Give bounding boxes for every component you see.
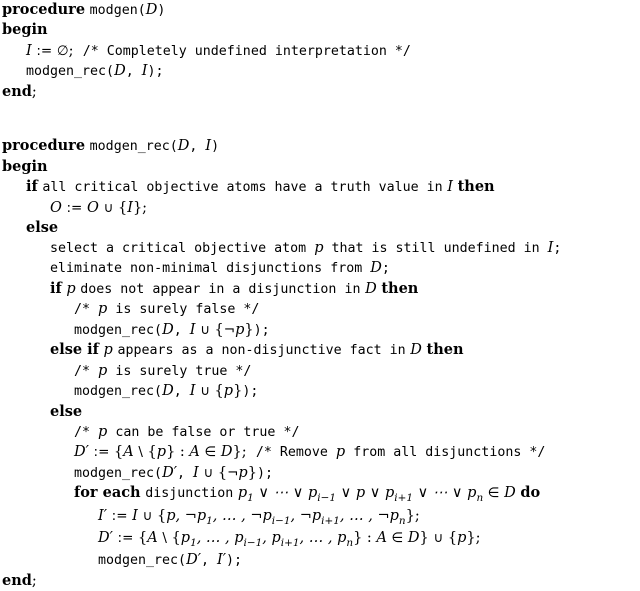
call-rec-neg-p-sep: , bbox=[173, 322, 190, 338]
proc1-param-d: D bbox=[145, 2, 158, 18]
else-if-keyword: else if bbox=[50, 341, 99, 359]
call-rec-dprime-negp-name: modgen_rec( bbox=[74, 465, 163, 481]
proc2-if-all-critical bbox=[2, 177, 640, 197]
var-i-2: I bbox=[127, 199, 133, 216]
arg-sep: , bbox=[125, 64, 142, 80]
comment-p-either-text-1: /* bbox=[74, 424, 99, 440]
comment-p-false-text-2: is surely false */ bbox=[107, 302, 260, 318]
eliminate-text-2: ; bbox=[381, 261, 390, 277]
then-keyword-3: then bbox=[426, 341, 464, 359]
set-d-prime-2: D bbox=[162, 464, 174, 481]
comment-p-true-text-2: is surely true */ bbox=[107, 363, 252, 379]
atom-p-8: p bbox=[98, 423, 108, 440]
then-keyword-1: then bbox=[457, 178, 495, 196]
elem-1: ∈ bbox=[204, 444, 217, 461]
atom-p-3: p bbox=[98, 301, 108, 318]
if-keyword-2: if bbox=[50, 279, 62, 297]
union-symbol-4: ∪ bbox=[203, 464, 214, 481]
var-i-prime-2: I′ bbox=[217, 552, 227, 569]
proc2-params-open: ( bbox=[169, 139, 178, 155]
cond-var-i: I bbox=[447, 179, 453, 196]
cond-nondisjunctive-text: appears as a non-disjunctive fact in bbox=[117, 343, 406, 359]
proc1-keyword: procedure bbox=[2, 1, 86, 18]
else-keyword-2: else bbox=[50, 402, 83, 420]
proc2-header bbox=[2, 136, 640, 156]
var-i-7: I bbox=[132, 507, 138, 524]
proc2-param-d: D bbox=[177, 138, 190, 155]
proc2-name: modgen_rec bbox=[89, 139, 170, 155]
call-rec-neg-p-close: ); bbox=[253, 322, 270, 338]
var-i: I bbox=[26, 42, 32, 59]
proc1-end-semicolon: ; bbox=[31, 83, 37, 100]
proc2-end bbox=[2, 571, 640, 591]
proc2-else-2 bbox=[2, 402, 640, 422]
cond-not-appear-text: does not appear in a disjunction in bbox=[80, 281, 361, 297]
set-o-2: O bbox=[86, 199, 99, 216]
stmt-add-to-O: O := O ∪ {I}; bbox=[50, 199, 148, 216]
set-d-8: D bbox=[407, 529, 420, 546]
iprime-terms: p, $\neg p_1$, … , $\neg p_{i-1}$, $\neg p_{i+1}$, … , $\neg p_n$ bbox=[166, 507, 406, 527]
eliminate-text-1: eliminate non-minimal disjunctions from bbox=[50, 261, 371, 277]
comment-remove-p-2: from all disjunctions */ bbox=[345, 445, 546, 461]
set-a-2: A bbox=[189, 444, 200, 461]
do-keyword: do bbox=[520, 484, 541, 502]
spacer-2 bbox=[2, 119, 640, 136]
setminus-1: \ bbox=[138, 444, 143, 461]
union-symbol-6: ∪ bbox=[433, 529, 444, 546]
comment-p-false-text-1: /* bbox=[74, 302, 99, 318]
atom-p-12: p bbox=[457, 529, 467, 546]
prime-3: ′ bbox=[109, 529, 113, 546]
stmt-i-prime: I′ := I ∪ {p, $\neg p_1$, … , $\neg p_{i-1}$, $\neg p_{i+1}$, … , $\neg p_n$}; bbox=[98, 507, 420, 527]
proc2-keyword: procedure bbox=[2, 137, 86, 155]
proc1-line-init: I := ∅; /* Completely undefined interpretation */ bbox=[26, 42, 411, 59]
proc1-begin-label: begin bbox=[2, 21, 48, 39]
set-d-1: D bbox=[370, 260, 382, 277]
call-rec-neg-p: modgen_rec(D, I ∪ {¬p}); bbox=[74, 321, 270, 338]
call-rec-p-name: modgen_rec( bbox=[74, 384, 163, 400]
stmt-d-prime-2: D′ := {A \ {$p_1$, … , $p_{i-1}$, $p_{i+1}$, … , $p_n$} : A ∈ D} ∪ {p}; bbox=[98, 529, 481, 549]
atom-p-1: p bbox=[314, 239, 324, 256]
call-rec-dprime-negp-close: ); bbox=[256, 465, 273, 481]
dprime-terms: $p_1$, … , $p_{i-1}$, $p_{i+1}$, … , $p_n$ bbox=[180, 529, 354, 549]
set-d-4: D bbox=[410, 342, 422, 359]
set-d-prime-4: D bbox=[186, 552, 198, 569]
var-i-6: I bbox=[193, 464, 199, 481]
comment-p-false bbox=[2, 299, 640, 319]
arg-i: I bbox=[141, 63, 148, 80]
set-a-1: A bbox=[123, 444, 134, 461]
atom-p-5: p bbox=[103, 342, 113, 359]
setminus-2: \ bbox=[162, 529, 167, 546]
proc2-begin bbox=[2, 157, 640, 177]
foreach-noun: disjunction bbox=[145, 486, 234, 502]
atom-p-11: p bbox=[238, 464, 248, 481]
atom-p-7: p bbox=[223, 383, 234, 400]
set-d-3: D bbox=[162, 321, 174, 338]
call-rec-dprime-iprime-close: ); bbox=[226, 553, 243, 569]
call-rec-p-close: ); bbox=[242, 384, 259, 400]
call-rec-p-sep: , bbox=[173, 384, 190, 400]
atom-p-9: p bbox=[156, 444, 167, 461]
proc1-header bbox=[2, 0, 640, 20]
neg-symbol-1: ¬ bbox=[223, 321, 236, 338]
proc1-end bbox=[2, 82, 640, 102]
call-close: ); bbox=[147, 64, 164, 80]
proc1-line-call bbox=[2, 61, 640, 81]
var-i-prime-1: I′ bbox=[98, 507, 108, 524]
set-d-2: D bbox=[365, 280, 377, 297]
var-i-4: I bbox=[189, 321, 196, 338]
comment-p-either-text-2: can be false or true */ bbox=[107, 424, 300, 440]
if-keyword: if bbox=[26, 178, 38, 196]
comment-remove-p-1: /* Remove bbox=[255, 445, 336, 461]
foreach-disjunction bbox=[2, 483, 640, 505]
set-d-7: D bbox=[504, 485, 516, 502]
proc2-begin-label: begin bbox=[2, 157, 48, 175]
spacer-1 bbox=[2, 102, 640, 119]
proc2-else-1 bbox=[2, 218, 640, 238]
proc1-params-close: ) bbox=[157, 3, 166, 18]
then-keyword-2: then bbox=[381, 279, 419, 297]
proc2-end-semicolon: ; bbox=[31, 572, 37, 589]
stmt-eliminate bbox=[2, 258, 640, 278]
stmt-d-prime: D′ := {A \ {p} : A ∈ D}; /* Remove p from all disjunctions */ bbox=[74, 444, 546, 461]
select-text-2: that is still undefined in bbox=[323, 240, 548, 256]
proc2-params-close: ) bbox=[211, 139, 220, 155]
union-symbol-2: ∪ bbox=[200, 321, 210, 338]
proc2-end-label: end bbox=[2, 571, 32, 589]
prime-4: ′ bbox=[197, 552, 201, 569]
foreach-keyword: for each bbox=[74, 484, 141, 502]
elem-2: ∈ bbox=[487, 485, 500, 502]
set-d-prime-3: D bbox=[98, 529, 110, 546]
proc1-end-label: end bbox=[2, 82, 32, 100]
assign-op: := bbox=[36, 42, 53, 59]
arg-d: D bbox=[114, 63, 126, 80]
assign-op-3: := bbox=[93, 444, 110, 461]
call-modgen-rec-name: modgen_rec( bbox=[26, 64, 115, 80]
if-p-not-appear bbox=[2, 279, 640, 299]
set-a-4: A bbox=[376, 529, 387, 546]
prime-2: ′ bbox=[173, 464, 177, 481]
comment-p-true bbox=[2, 361, 640, 381]
atom-p-2: p bbox=[66, 280, 76, 297]
set-o: O bbox=[50, 199, 62, 216]
call-rec-p: modgen_rec(D, I ∪ {p}); bbox=[74, 383, 259, 400]
neg-symbol-2: ¬ bbox=[227, 464, 239, 481]
union-symbol-3: ∪ bbox=[200, 383, 210, 400]
assign-op-5: := bbox=[117, 529, 134, 546]
cond-all-critical-text: all critical objective atoms have a truth value in bbox=[42, 180, 443, 196]
proc2-param-i: I bbox=[205, 138, 212, 155]
elem-3: ∈ bbox=[391, 529, 404, 546]
else-if-p-nondisjunctive bbox=[2, 340, 640, 360]
atom-p-10: p bbox=[335, 444, 346, 461]
union-symbol: ∪ bbox=[103, 199, 114, 216]
var-i-3: I bbox=[547, 239, 554, 256]
atom-p-4: p bbox=[235, 321, 245, 338]
set-d-6: D bbox=[220, 444, 233, 461]
disj-terms: $p_1$ ∨ ⋯ ∨ $p_{i-1}$ ∨ p ∨ $p_{i+1}$ ∨ ⋯ ∨ $p_n$ bbox=[237, 485, 484, 505]
proc1-name: modgen bbox=[89, 3, 138, 18]
comment-p-either bbox=[2, 422, 640, 442]
union-symbol-5: ∪ bbox=[142, 507, 153, 524]
select-text-1: select a critical objective atom bbox=[50, 240, 315, 256]
proc1-begin bbox=[2, 20, 640, 40]
proc2-param-sep: , bbox=[189, 139, 206, 155]
select-text-3: ; bbox=[553, 240, 562, 256]
comment-completely-undefined: /* Completely undefined interpretation */ bbox=[82, 43, 411, 59]
assign-op-4: := bbox=[111, 507, 128, 524]
call-rec-dprime-negp: modgen_rec(D′, I ∪ {¬p}); bbox=[74, 464, 273, 481]
set-d-prime-1: D bbox=[74, 444, 86, 461]
call-rec-dprime-iprime-sep: , bbox=[201, 553, 218, 569]
prime-1: ′ bbox=[85, 444, 89, 461]
call-rec-dprime-iprime bbox=[2, 550, 640, 570]
call-rec-dprime-iprime-name: modgen_rec( bbox=[98, 553, 187, 569]
set-a-3: A bbox=[147, 529, 158, 546]
else-keyword-1: else bbox=[26, 218, 59, 236]
stmt-select-atom bbox=[2, 238, 640, 258]
set-d-5: D bbox=[162, 383, 174, 400]
atom-p-6: p bbox=[98, 362, 108, 379]
var-i-5: I bbox=[189, 383, 196, 400]
emptyset-symbol: ∅ bbox=[56, 42, 69, 59]
proc1-params: ( bbox=[137, 3, 146, 18]
call-rec-neg-p-name: modgen_rec( bbox=[74, 322, 163, 338]
comment-p-true-text-1: /* bbox=[74, 363, 99, 379]
assign-op-2: := bbox=[66, 199, 83, 216]
call-rec-dprime-negp-sep: , bbox=[177, 465, 194, 481]
